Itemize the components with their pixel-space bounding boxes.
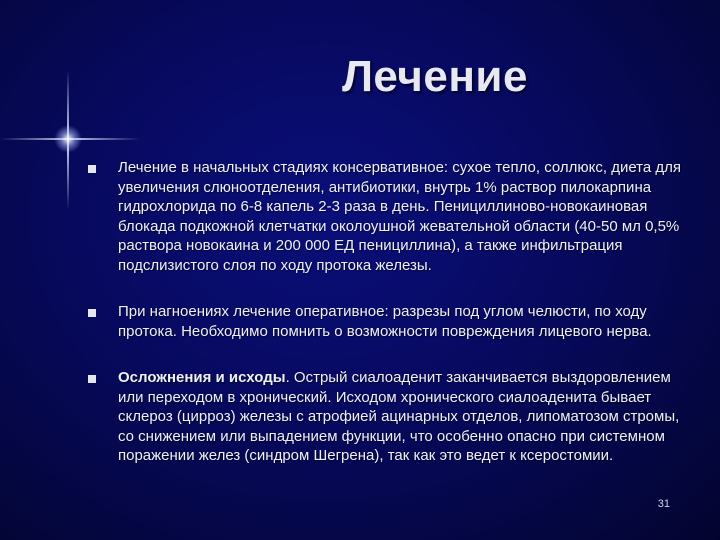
item-text: Лечение в начальных стадиях консервативное: сухое тепло, соллюкс, диета для увеличения слюноотделения, антибиотики, внутрь 1% раствор пилокарпина гидрохлорида по 6-8 капель 2-3 раза в день. Пенициллиново-новокаиновая блокада подкожной клетчатки околоушной жевательной области (40-50 мл 0,5% раствора новокаина и 200 000 ЕД пенициллина), а также инфильтрация подслизистого слоя по ходу протока железы. [118,159,682,274]
list-item [88,302,688,341]
list-item [88,158,688,275]
item-text: . Острый сиалоаденит заканчивается выздоровлением или переходом в хронический. Исходом хронического сиалоаденита бывает склероз (цирроз) железы с атрофией ацинарных отделов, липоматозом стромы, со снижением или выпадением функции, что особенно опасно при системном поражении желез (синдром Шегрена), так как это ведет к ксеростомии. [118,369,680,464]
square-bullet-icon [88,165,96,173]
light-flare-glow [54,125,82,153]
list-item [88,368,688,466]
square-bullet-icon [88,375,96,383]
light-flare-horizontal [0,138,140,140]
bullet-list [88,158,688,466]
item-text: При нагноениях лечение оперативное: разрезы под углом челюсти, по ходу протока. Необходимо помнить о возможности повреждения лицевого нерва. [118,303,652,340]
item-bold-lead: Осложнения и исходы [118,369,286,386]
light-flare-vertical [67,70,69,210]
square-bullet-icon [88,309,96,317]
page-number: 31 [657,498,670,510]
slide-title: Лечение [342,52,528,101]
